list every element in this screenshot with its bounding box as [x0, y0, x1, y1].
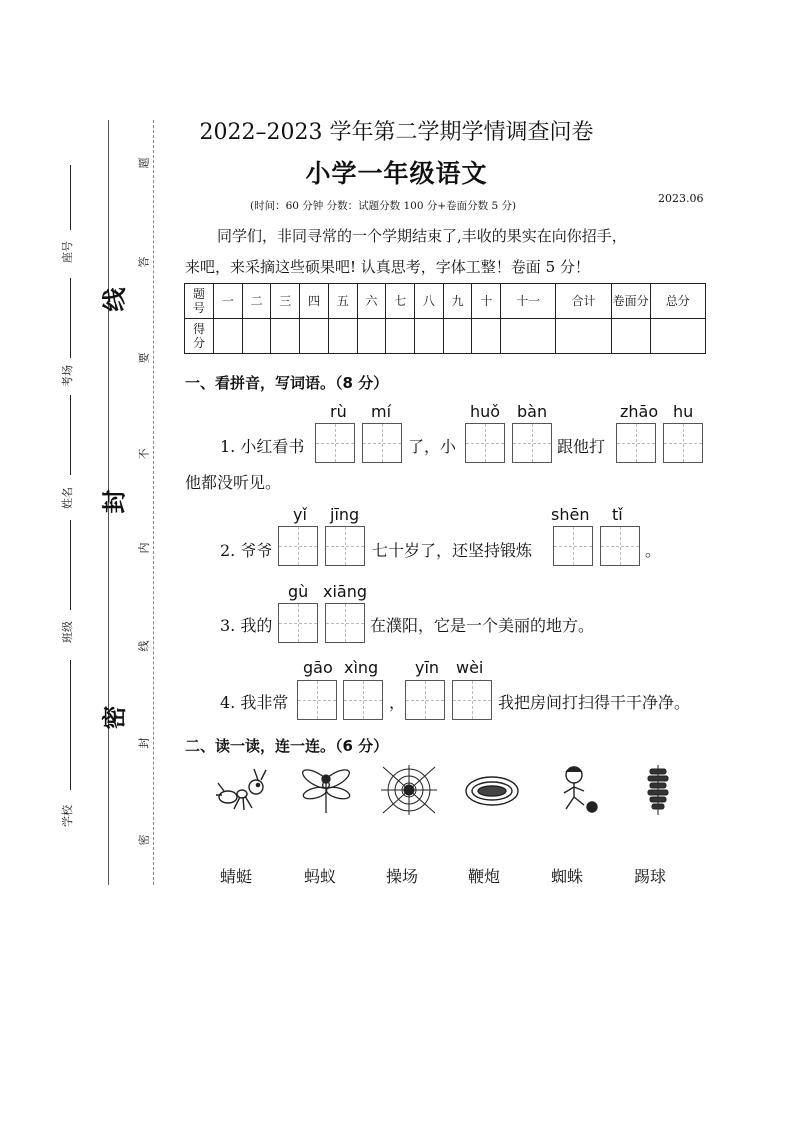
- warning-char: 不: [137, 448, 151, 460]
- binding-word-mi: 密: [99, 705, 129, 730]
- warning-char: 要: [137, 352, 151, 364]
- writing-box[interactable]: [405, 680, 445, 720]
- writing-box[interactable]: [553, 526, 593, 566]
- warning-char: 题: [137, 157, 151, 169]
- score-cell[interactable]: [357, 319, 386, 354]
- field-label-name: 姓名: [61, 487, 74, 509]
- writing-box[interactable]: [452, 680, 492, 720]
- firecrackers-picture: [630, 765, 686, 815]
- score-col-header: 二: [242, 284, 271, 319]
- question-1-text: 了，小: [408, 437, 457, 456]
- pinyin: zhāo: [620, 402, 659, 421]
- warning-char: 答: [137, 256, 151, 268]
- match-word[interactable]: 蜻蜓: [220, 867, 253, 886]
- score-cell[interactable]: [415, 319, 444, 354]
- writing-box[interactable]: [325, 526, 365, 566]
- field-blank-school[interactable]: [70, 660, 71, 790]
- pinyin: xìng: [344, 658, 379, 677]
- score-cell[interactable]: [650, 319, 705, 354]
- score-col-header: 九: [443, 284, 472, 319]
- score-col-header: 五: [328, 284, 357, 319]
- score-table-row-label: 题 号: [185, 284, 214, 319]
- question-3-text: 3. 我的: [220, 616, 273, 635]
- binding-word-xian: 线: [99, 287, 129, 312]
- score-cell[interactable]: [300, 319, 329, 354]
- score-table-header-row: [185, 284, 706, 319]
- score-cell[interactable]: [501, 319, 556, 354]
- writing-box[interactable]: [325, 603, 365, 643]
- score-col-header: 卷面分: [611, 284, 650, 319]
- pinyin: xiāng: [323, 582, 368, 601]
- question-1-text: 跟他打: [557, 437, 606, 456]
- pinyin: hu: [673, 402, 694, 421]
- intro-line-2: 来吧，来采摘这些硕果吧! 认真思考，字体工整！卷面 5 分！: [185, 258, 590, 276]
- score-col-header: 合计: [556, 284, 611, 319]
- score-table-score-row: [185, 319, 706, 354]
- exam-title: 2022–2023 学年第二学期学情调查问卷: [199, 120, 594, 145]
- writing-box[interactable]: [600, 526, 640, 566]
- score-cell[interactable]: [328, 319, 357, 354]
- question-2-text: 2. 爷爷: [220, 541, 273, 560]
- writing-box[interactable]: [512, 423, 552, 463]
- pinyin: mí: [371, 402, 392, 421]
- warning-char: 内: [137, 542, 151, 554]
- writing-box[interactable]: [362, 423, 402, 463]
- score-col-header: 总分: [650, 284, 705, 319]
- boy-kicking-ball-picture: [550, 765, 606, 815]
- binding-word-feng: 封: [99, 489, 129, 514]
- score-col-header: 一: [214, 284, 243, 319]
- score-cell[interactable]: [443, 319, 472, 354]
- match-word[interactable]: 踢球: [634, 867, 667, 886]
- binding-line-dashed: [153, 120, 154, 885]
- pinyin: bàn: [517, 402, 548, 421]
- score-col-header: 十: [472, 284, 501, 319]
- score-col-header: 六: [357, 284, 386, 319]
- writing-box[interactable]: [343, 680, 383, 720]
- writing-box[interactable]: [297, 680, 337, 720]
- field-blank-room[interactable]: [70, 278, 71, 358]
- section-1-heading: 一、看拼音，写词语。（8 分）: [185, 374, 389, 392]
- question-1-continuation: 他都没听见。: [185, 473, 282, 492]
- writing-box[interactable]: [278, 603, 318, 643]
- pinyin: huǒ: [470, 402, 501, 421]
- score-cell[interactable]: [242, 319, 271, 354]
- score-col-header: 四: [300, 284, 329, 319]
- match-word[interactable]: 蜘蛛: [551, 867, 584, 886]
- question-4-text: 4. 我非常: [220, 693, 289, 712]
- question-2-text: 。: [645, 541, 662, 560]
- writing-box[interactable]: [278, 526, 318, 566]
- question-3-text: 在濮阳，它是一个美丽的地方。: [370, 616, 595, 635]
- exam-subject: 小学一年级语文: [305, 159, 488, 188]
- pinyin: yǐ: [293, 505, 307, 524]
- writing-box[interactable]: [663, 423, 703, 463]
- score-col-header: 八: [415, 284, 444, 319]
- score-cell[interactable]: [556, 319, 611, 354]
- warning-char: 封: [137, 737, 151, 749]
- question-1-text: 1. 小红看书: [220, 437, 305, 456]
- score-col-header: 三: [271, 284, 300, 319]
- field-label-seat: 座号: [61, 241, 74, 263]
- question-4-text: 我把房间打扫得干干净净。: [498, 693, 691, 712]
- match-word[interactable]: 操场: [386, 867, 419, 886]
- writing-box[interactable]: [465, 423, 505, 463]
- spider-web-picture: [381, 765, 437, 815]
- match-word[interactable]: 鞭炮: [468, 867, 501, 886]
- dragonfly-picture: [298, 765, 354, 815]
- score-table-row-label: 得 分: [185, 319, 214, 354]
- writing-box[interactable]: [315, 423, 355, 463]
- score-cell[interactable]: [386, 319, 415, 354]
- warning-char: 线: [137, 640, 151, 652]
- pinyin: wèi: [456, 658, 484, 677]
- exam-info: (时间：60 分钟 分数：试题分数 100 分+卷面分数 5 分): [250, 200, 517, 212]
- score-cell[interactable]: [271, 319, 300, 354]
- score-cell[interactable]: [214, 319, 243, 354]
- score-col-header: 十一: [501, 284, 556, 319]
- field-blank-class[interactable]: [70, 520, 71, 610]
- pinyin: gāo: [303, 658, 333, 677]
- pinyin: shēn: [551, 505, 590, 524]
- pinyin: tǐ: [612, 505, 623, 524]
- warning-char: 密: [137, 834, 151, 846]
- pinyin: jīng: [330, 505, 360, 524]
- score-table: [184, 283, 706, 354]
- score-cell[interactable]: [472, 319, 501, 354]
- field-label-room: 考场: [61, 365, 74, 387]
- field-label-class: 班级: [61, 621, 74, 643]
- pinyin: gù: [288, 582, 309, 601]
- field-label-school: 学校: [61, 805, 74, 827]
- section-2-heading: 二、读一读，连一连。（6 分）: [185, 737, 389, 755]
- score-col-header: 七: [386, 284, 415, 319]
- score-cell[interactable]: [611, 319, 650, 354]
- pinyin: rù: [330, 402, 347, 421]
- field-blank-name[interactable]: [70, 395, 71, 475]
- question-4-text: ，: [389, 693, 406, 712]
- playground-picture: [464, 765, 520, 815]
- match-word[interactable]: 蚂蚁: [304, 867, 337, 886]
- writing-box[interactable]: [616, 423, 656, 463]
- question-2-text: 七十岁了，还坚持锻炼: [372, 541, 533, 560]
- ant-picture: [214, 765, 270, 815]
- intro-line-1: 同学们，非同寻常的一个学期结束了,丰收的果实在向你招手，: [217, 227, 627, 245]
- pinyin: yīn: [415, 658, 440, 677]
- exam-date: 2023.06: [658, 192, 704, 205]
